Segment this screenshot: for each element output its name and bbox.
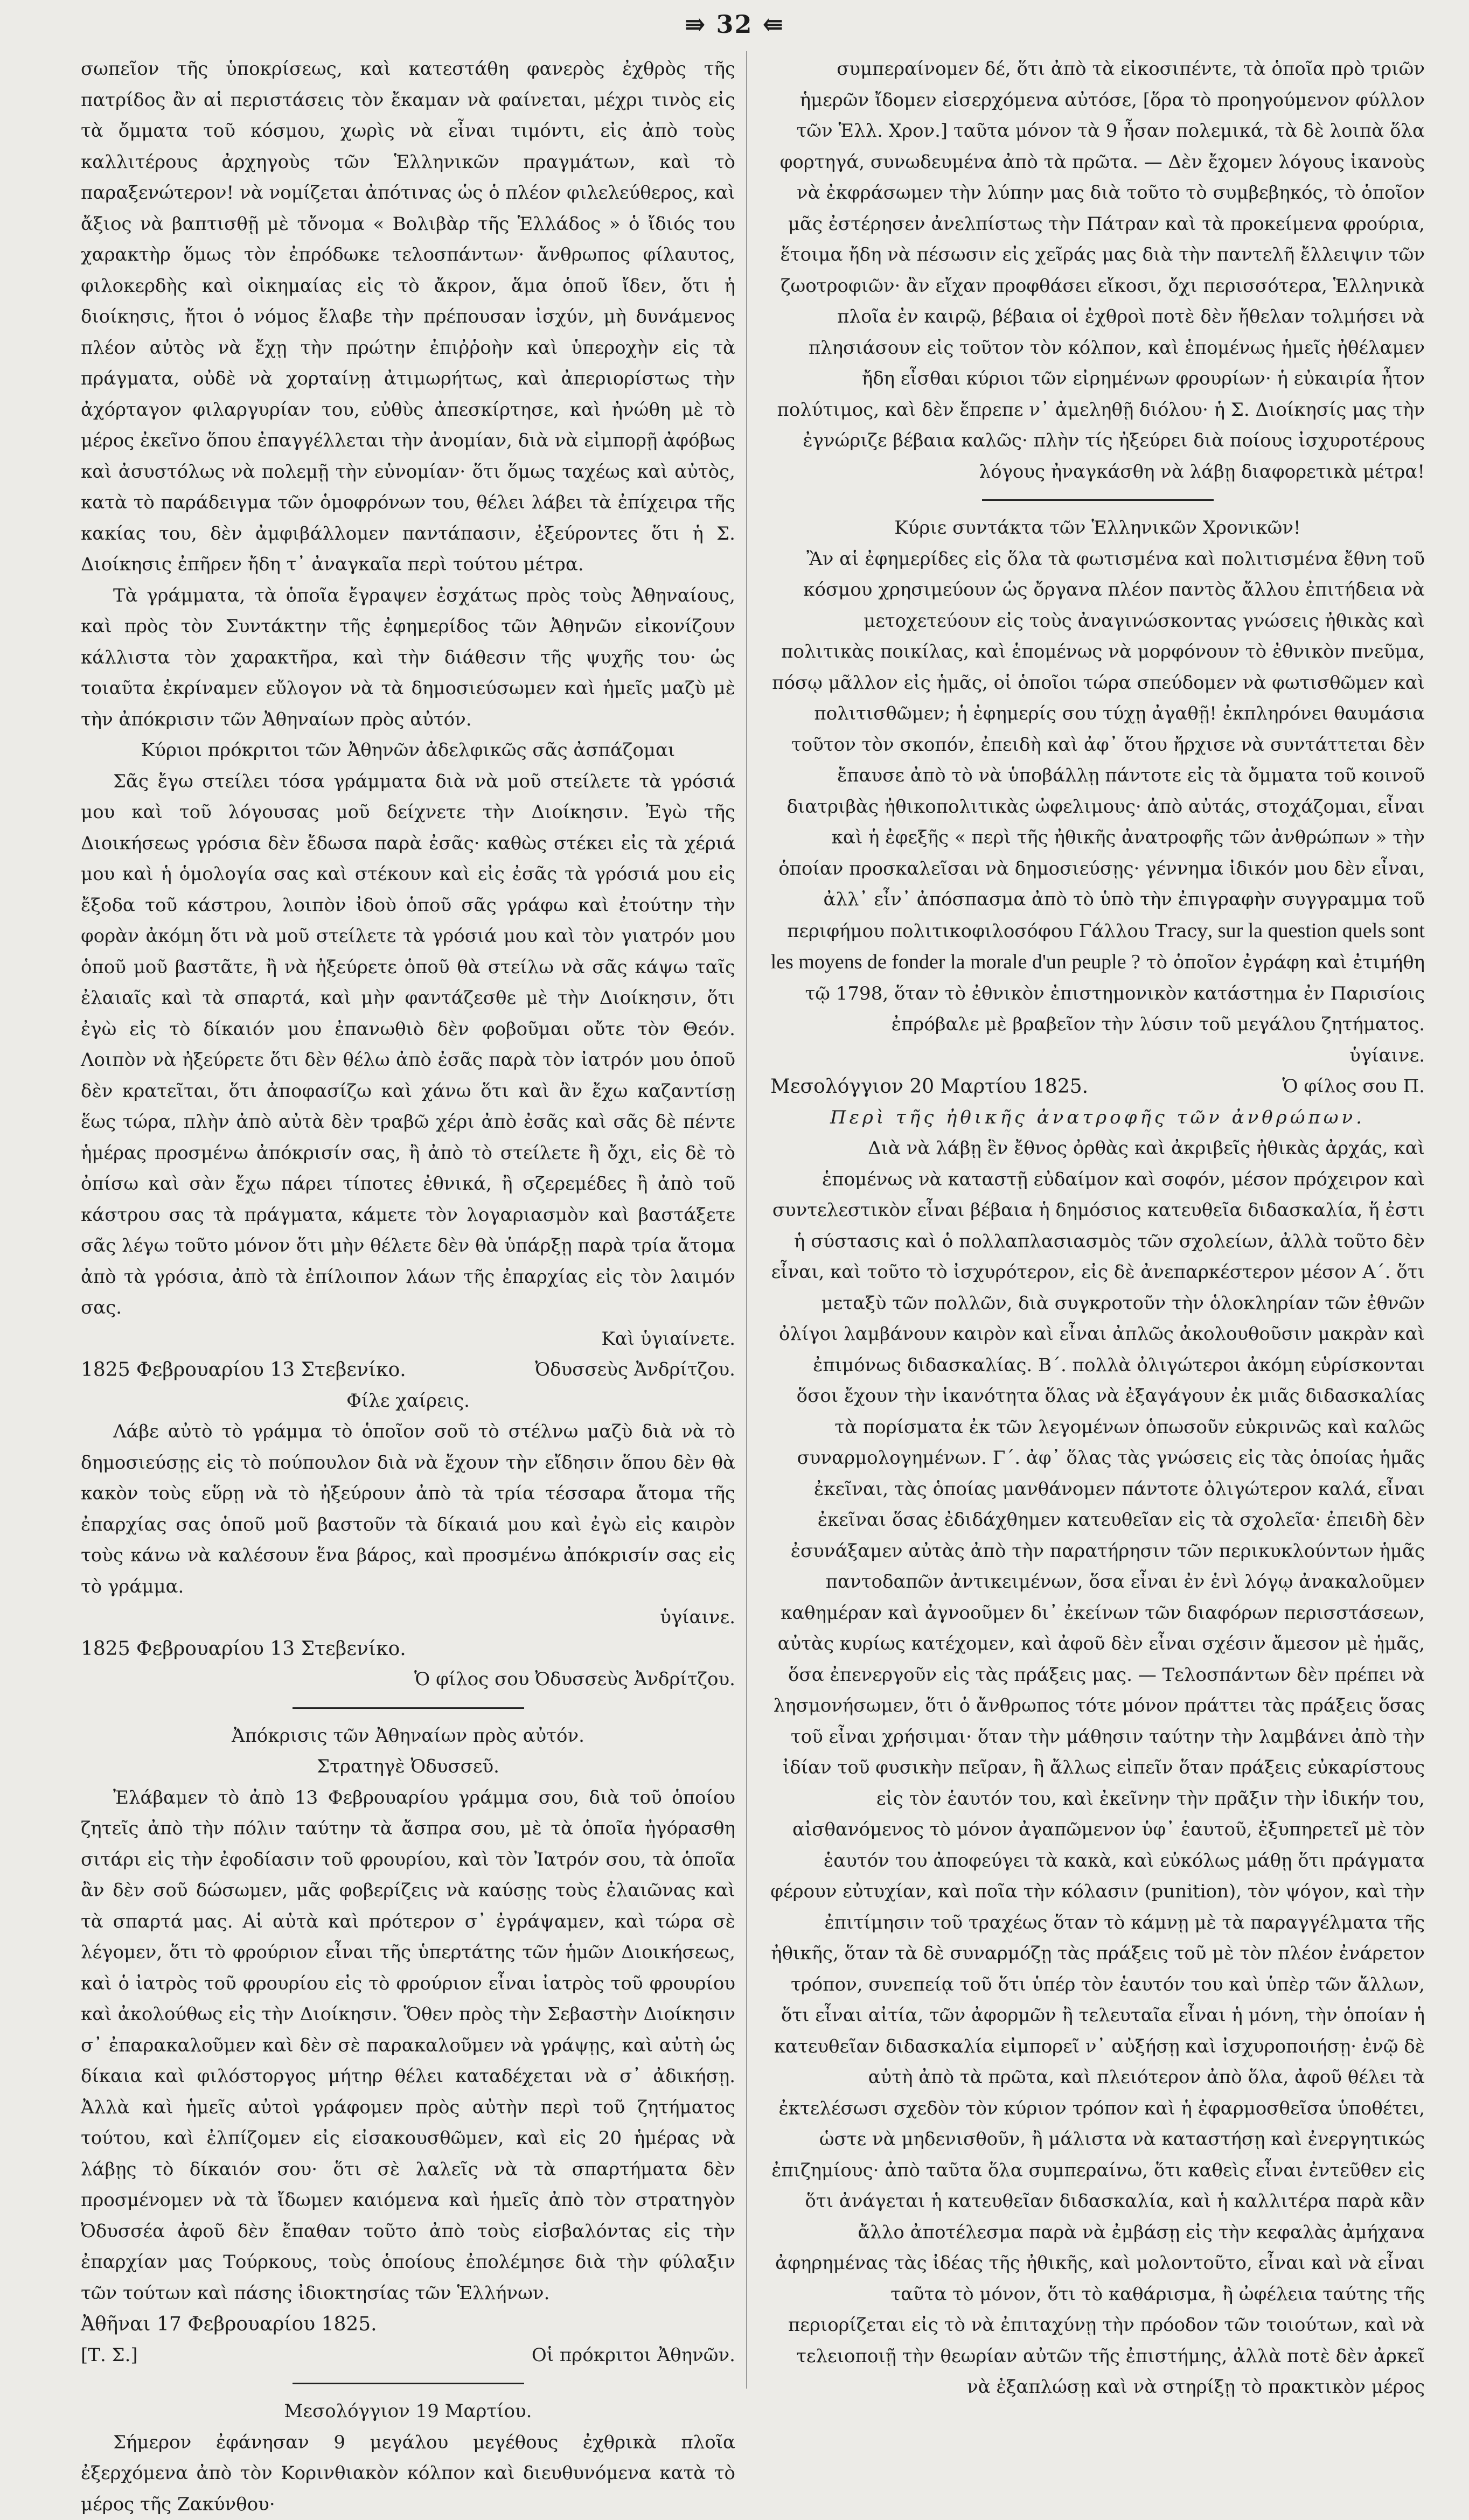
left-paragraph-1: σωπεῖον τῆς ὑποκρίσεως, καὶ κατεστάθη φανερὸς ἐχθρὸς τῆς πατρίδος ἂν αἱ περιστάσεις τὸν ἔκαμαν νὰ φαίνεται, μέχρι τινὸς εἰς τὰ ὄμματα τοῦ κόσμου, χωρὶς νὰ εἶναι τιμόντι, εἰς ἀπὸ τοὺς καλλιτέρους ἀρχηγοὺς τῶν Ἑλληνικῶν πραγμάτων, καὶ τὸ παραξενώτερον! νὰ νομίζεται ἀπότινας ὡς ὁ πλέον φιλελεύθερος, καὶ ἄξιος νὰ βαπτισθῇ μὲ τὄνομα « Βολιβὰρ τῆς Ἑλλάδος » ὁ ἴδιός του χαρακτὴρ ὅμως τὸν ἐπρόδωκε τελοσπάντων· ἄνθρωπος φίλαυτος, φιλοκερδὴς καὶ οἰκημαίας εἰς τὸ ἄκρον, ἅμα ὁποῦ ἴδεν, ὅτι ἡ διοίκησις, ἤτοι ὁ νόμος ἔλαβε τὴν πρέπουσαν ἰσχύν, μὴ δυνάμενος πλέον αὐτὸς νὰ ἔχῃ τὴν πρώτην ἐπιῤῥοὴν καὶ ὑπεροχὴν εἰς τὰ πράγματα, οὐδὲ νὰ χορταίνῃ ἀτιμωρήτως, καὶ ἀπεριορίστως τὴν ἀχόρταγον φιλαργυρίαν του, εὐθὺς ἀπεσκίρτησε, καὶ ἠνώθη μὲ τὸ μέρος ἐκεῖνο ὅπου ἐπαγγέλλεται τὴν ἀνομίαν, διὰ νὰ εἰμπορῇ ἀφόβως καὶ ἀσυστόλως νὰ πολεμῇ τὴν εὐνομίαν· ὅτι ὅμως ταχέως καὶ αὐτὸς, κατὰ τὸ παράδειγμα τῶν ὁμοφρόνων του, θέλει λάβει τὰ ἐπίχειρα τῆς κακίας του, δὲν ἀμφιβάλλομεν παντάπασιν, ἐξεύροντες ὅτι ἡ Σ. Διοίκησις ἐπῆρεν ἤδη τ᾽ ἀναγκαῖα περὶ τούτου μέτρα. [81, 54, 735, 581]
column-divider [746, 51, 747, 2389]
separator-rule [293, 2383, 524, 2384]
letter2-date: 1825 Φεβρουαρίου 13 Στεβενίκο. [81, 1634, 735, 1665]
letter1-signature: Ὀδυσσεὺς Ἀνδρίτζου. [535, 1355, 735, 1386]
right-column [770, 54, 1425, 2391]
letter-body [770, 544, 1425, 1041]
letter-date: Μεσολόγγιον 20 Μαρτίου 1825. [770, 1071, 1088, 1102]
letter1-date: 1825 Φεβρουαρίου 13 Στεβενίκο. [81, 1355, 406, 1386]
reply-seal: [Τ. Σ.] [81, 2340, 138, 2371]
page-number: ⇛ 32 ⇚ [0, 10, 1469, 39]
left-column [81, 54, 735, 2391]
letter-closing: ὑγίαινε. [770, 1041, 1425, 1072]
letter-signature-line [770, 1071, 1425, 1102]
article-title: Περὶ τῆς ἠθικῆς ἀνατροφῆς τῶν ἀνθρώπων. [770, 1102, 1425, 1134]
mesolonghi-title: Μεσολόγγιον 19 Μαρτίου. [81, 2396, 735, 2427]
letter1-closing: Καὶ ὑγιαίνετε. [81, 1324, 735, 1355]
letter2-closing: ὑγίαινε. [81, 1602, 735, 1634]
article-body: Διὰ νὰ λάβῃ ἓν ἔθνος ὀρθὰς καὶ ἀκριβεῖς ἠθικὰς ἀρχάς, καὶ ἑπομένως νὰ καταστῇ εὐδαίμον καὶ σοφόν, μέσον πρόχειρον καὶ συντελεστικὸν εἶναι βέβαια ἡ δημόσιος κατευθεῖα διδασκαλία, ἥ ἐστι ἡ σύστασις καὶ ὁ πολλαπλασιασμὸς τῶν σχολείων, ἀλλὰ τοῦτο δὲν εἶναι, καὶ τοῦτο τὸ ἰσχυρότερον, εἰς δὲ ἀνεπαρκέστερον μέσον Α΄. ὅτι μεταξὺ τῶν πολλῶν, διὰ συγκροτοῦν τὴν ὁλοκληρίαν τῶν ἐθνῶν ὀλίγοι λαμβάνουν καιρὸν καὶ εἶναι ἀπλῶς ἀκολουθοῦσιν μακρὰν καὶ ἐπιμόνως διδασκαλίας. Β΄. πολλὰ ὀλιγώτεροι ἀκόμη εὑρίσκονται ὅσοι ἔχουν τὴν ἱκανότητα ὅλας νὰ ἐξαγάγουν ἐκ μιᾶς διδασκαλίας τὰ πορίσματα ἐκ τῶν λεγομένων ὁπωσοῦν εὐκρινῶς καὶ καλῶς συναρμολογημένων. Γ΄. ἀφ᾽ ὅλας τὰς γνώσεις εἰς τὰς ὁποίας ἡμᾶς ἐκεῖναι, τὰς ὁποίας μανθάνομεν πάντοτε ὀλιγώτερον καλά, εἶναι ἐκεῖναι ὅσας ἐδιδάχθημεν κατευθεῖαν εἰς τὰ σχολεῖα· ἐπειδὴ δὲν ἐσυνάξαμεν αὐτὰς ἀπὸ τὴν παρατήρησιν τῶν περικυκλούντων ἡμᾶς παντοδαπῶν ἀντικειμένων, ὅσα εἶναι ἐν ἑνὶ λόγῳ ἀνακαλοῦμεν καθημέραν καὶ ἀγνοοῦμεν δι᾽ ἐκείνων τῶν διαφόρων περισστάσεων, αὐτὰς κυρίως κατέχομεν, καὶ ἀφοῦ δὲν εἶναι σχέσιν ἄμεσον μὲ ἡμᾶς, ὅσα ἐπενεργοῦν εἰς τὰς πράξεις μας. — Τελοσπάντων δὲν πρέπει νὰ λησμονήσωμεν, ὅτι ὁ ἄνθρωπος τότε μόνον πράττει τὰς πράξεις ὅσας τοῦ εἶναι χρήσιμαι· ὅταν τὴν μάθησιν ταύτην τὴν λαμβάνει ἀπὸ τὴν ἰδίαν τοῦ φυσικὴν πεῖραν, ἢ ἄλλως εἰπεῖν ὅταν πράξεις εὐκαρίστους εἰς τὸν ἑαυτόν του, καὶ ἐκεῖνην τὴν πρᾶξιν τὴν ἰδικήν του, αἰσθανόμενος τὸ μόνον ἀγαπῶμενον ὑφ᾽ ἑαυτοῦ, ἐξυπηρετεῖ μὲ τὸν ἑαυτόν του ἀποφεύγει τὰ κακὰ, καὶ εὐκόλως μάθῃ ὅτι πράγματα φέρουν εὐτυχίαν, καὶ ποῖα τὴν κόλασιν (punition), τὸν ψόγον, καὶ τὴν ἐπιτίμησιν τοῦ τραχέως ὅταν τὸ κάμνῃ μὲ τὰ παραγγέλματα τῆς ἠθικῆς, ὅταν τὰ δὲ συναρμόζῃ τὰς πράξεις τοῦ μὲ τὸν πλέον ἐνάρετον τρόπον, συνεπείᾳ τοῦ ὅτι ὑπέρ τὸν ἑαυτόν του καὶ ὑπὲρ τῶν ἄλλων, ὅτι εἶναι αἰτία, τῶν ἀφορμῶν ἢ τελευταῖα εἶναι ἡ μόνη, τὴν ὁποίαν ἡ κατευθεῖαν διδασκαλία εἰμπορεῖ ν᾽ αὐξήσῃ καὶ ἰσχυροποιήσῃ· ἐνῷ δὲ αὐτὴ ἀπὸ τὰ πρῶτα, καὶ πλειότερον ἀπὸ ὅλα, ἀφοῦ θέλει τὰ ἐκτελέσωσι σχεδὸν τὸν κύριον τρόπον καὶ ἡ ἐφαρμοσθεῖσα ὑποθέτει, ὡστε νὰ μηδενισθοῦν, ἢ μάλιστα νὰ καταστήσῃ καὶ ἐνεργητικώς ἐπιζημίους· ἀπὸ ταῦτα ὅλα συμπεραίνω, ὅτι καθεὶς εἶναι ἐντεῦθεν εἰς ὅτι ἀνάγεται ἡ κατευθεῖαν διδασκαλία, καὶ ἡ καλλιτέρα παρὰ κἂν ἄλλο ἀποτέλεσμα παρὰ νὰ ἐμβάσῃ εἰς τὴν κεφαλὰς ἀμήχανα ἀφηρημένας τὰς ἰδέας τῆς ἠθικῆς, καὶ μολοντοῦτο, εἶναι καὶ νὰ εἶναι ταῦτα τὸ μόνον, ὅτι τὸ καθάρισμα, ἢ ὠφέλεια ταύτης τῆς περιορίζεται εἰς τὸ νὰ ἐπιταχύνῃ τὴν πρόοδον τῶν τοιούτων, καὶ νὰ τελειοποιῇ τὴν θεωρίαν αὐτῶν τῆς ἐπιστήμης, ἀλλὰ ποτὲ δὲν ἀρκεῖ νὰ ἐξαπλώσῃ καὶ νὰ στηρίξῃ τὸ πρακτικὸν μέρος [770, 1133, 1425, 2403]
separator-rule [982, 499, 1214, 501]
reply-greeting: Στρατηγὲ Ὀδυσσεῦ. [81, 1751, 735, 1783]
mesolonghi-body: Σήμερον ἐφάνησαν 9 μεγάλου μεγέθους ἐχθρικὰ πλοῖα ἐξερχόμενα ἀπὸ τὸν Κορινθιακὸν κόλπον καὶ διευθυνόμενα κατὰ τὸ μέρος τῆς Ζακύνθου· [81, 2427, 735, 2520]
letter1-signature-line [81, 1355, 735, 1386]
reply-title: Ἀπόκρισις τῶν Ἀθηναίων πρὸς αὐτόν. [81, 1721, 735, 1752]
reply-signature-line [81, 2340, 735, 2371]
letter-signature: Ὁ φίλος σου Π. [1282, 1071, 1425, 1102]
separator-rule [293, 1707, 524, 1709]
letter1-greeting: Κύριοι πρόκριτοι τῶν Ἀθηνῶν ἀδελφικῶς σᾶς ἀσπάζομαι [81, 735, 735, 766]
letter-body-part-a: Ἂν αἱ ἐφημερίδες εἰς ὅλα τὰ φωτισμένα καὶ πολιτισμένα ἔθνη τοῦ κόσμου χρησιμεύουν ὡς ὄργανα πλέον παντὸς ἄλλου ἐπιτήδεια νὰ μετοχετεύουν εἰς τοὺς ἀναγινώσκοντας γνώσεις ἠθικὰς καὶ πολιτικὰς ποικίλας, καὶ ἑπομένως νὰ μορφόνουν τὸ ἐθνικὸν πνεῦμα, πόσῳ μᾶλλον εἰς ἡμᾶς, οἱ ὁποῖοι τώρα σπεύδομεν νὰ φωτισθῶμεν καὶ πολιτισθῶμεν; ἡ ἐφημερίς σου τύχῃ ἀγαθῇ! ἐκπληρόνει θαυμάσια τοῦτον τὸν σκοπόν, ἐπειδὴ καὶ ἀφ᾽ ὅτου ἤρχισε νὰ συντάττεται δὲν ἔπαυσε ἀπὸ τὸ νὰ ὑποβάλλῃ πάντοτε εἰς τὰ ὄμματα τοῦ κοινοῦ διατριβὰς ἠθικοπολιτικὰς ὠφελιμους· ἀπὸ αὐτάς, στοχάζομαι, εἶναι καὶ ἡ ἐφεξῆς « περὶ τῆς ἠθικῆς ἀνατροφῆς τῶν ἀνθρώπων » τὴν ὁποίαν προσκαλεῖσαι νὰ δημοσιεύσῃς· γέννημα ἰδικόν μου δὲν εἶναι, ἀλλ᾽ εἶν᾽ ἀπόσπασμα ἀπὸ τὸ ὑπὸ τὴν ἐπιγραφὴν συγγραμμα τοῦ περιφήμου πολιτικοφιλοσόφου Γάλλου [772, 548, 1425, 942]
letter2-signature: Ὁ φίλος σου Ὀδυσσεὺς Ἀνδρίτζου. [81, 1664, 735, 1695]
letter2-body: Λάβε αὐτὸ τὸ γράμμα τὸ ὁποῖον σοῦ τὸ στέλνω μαζὺ διὰ νὰ τὸ δημοσιεύσῃς εἰς τὸ πούπουλον διὰ νὰ ἔχουν τὴν εἴδησιν ὅπου δὲν θὰ κακὸν τοὺς εὕρῃ νὰ τὸ ἠξεύρουν ἀπὸ τὰ τρία τέσσαρα ἄτομα τῆς ἐπαρχίας σας ὁποῦ μοῦ βαστοῦν τὰ δίκαιά μου καὶ ἐγὼ εἰς καιρὸν τοὺς κάνω νὰ καλέσουν ἕνα βάρος, καὶ προσμένω ἀπόκρισίν σας εἰς τὸ γράμμα. [81, 1416, 735, 1602]
letter1-body: Σᾶς ἔγω στείλει τόσα γράμματα διὰ νὰ μοῦ στείλετε τὰ γρόσιά μου καὶ τοῦ λόγουσας μοῦ δείχνετε τὴν Διοίκησιν. Ἐγὼ τῆς Διοικήσεως γρόσια δὲν ἔδωσα παρὰ ἐσᾶς· καθὼς στέκει εἰς τὰ χέριά μου καὶ ἡ ὁμολογία σας καὶ στέκουν καὶ εἰς ἐσᾶς τὰ γρόσιά μου εἰς ἔξοδα τοῦ κάστρου, λοιπὸν ἰδοὺ ὁποῦ σᾶς γράφω καὶ ἐτούτην τὴν φορὰν ἀκόμη ὅτι νὰ μοῦ στείλετε τὰ γρόσιά μου καὶ τὸν γιατρόν μου ὁποῦ μοῦ βαστᾶτε, ἢ νὰ ἠξεύρετε ὁποῦ θὰ στείλω νὰ σᾶς κάψω ταῖς ἐλαιαῖς καὶ τὰ σπαρτά, καὶ μὴν φαντάζεσθε μὲ τὴν Διοίκησιν, ὅτι ἐγὼ εἰς τὸ δίκαιόν μου ἐπανωθιὸ δὲν φοβοῦμαι οὔτε τὸν Θεόν. Λοιπὸν νὰ ἠξεύρετε ὅτι δὲν θέλω ἀπὸ ἐσᾶς παρὰ τὸν ἰατρόν μου ὁποῦ δὲν κρατεῖται, ὅτι ἀποφασίζω καὶ χάνω ὅτι καὶ ἂν ἔχω καζαντίσῃ ἕως τώρα, πλὴν ἀπὸ αὐτὰ δὲν τραβῶ χέρι ἀπὸ ἐσᾶς καὶ σᾶς δὲ πέντε ἡμέρας προσμένω ἀπόκρισίν σας, ἢ ἀπὸ τὸ στείλετε ἢ ὄχι, εἰς δὲ τὸ ὀπίσω καὶ σὰν ἔχω πάρει τίποτες ἐθνικά, ἢ σζερεμέδες ἢ ἀπὸ τοῦ κάστρου σας τὰ πράγματα, κάμετε τὸν λογαριασμὸν καὶ βαστάξετε σᾶς λέγω τοῦτο μόνον ὅτι μὴν θέλετε δὲν θὰ ὑπάρξῃ παρὰ τρία ἄτομα ἀπὸ τὰ γρόσια, ἀπὸ τὰ ἐπίλοιπον λάων τῆς ἐπαρχίας εἰς τὸν λαιμόν σας. [81, 766, 735, 1324]
page-number-text: 32 [716, 10, 753, 39]
reply-body: Ἐλάβαμεν τὸ ἀπὸ 13 Φεβρουαρίου γράμμα σου, διὰ τοῦ ὁποίου ζητεῖς ἀπὸ τὴν πόλιν ταύτην τὰ ἄσπρα σου, μὲ τὰ ὁποῖα ἠγόρασθη σιτάρι εἰς τὴν ἐφοδίασιν τοῦ φρουρίου, καὶ τὸν Ἰατρόν σου, τὰ ὁποῖα ἂν δὲν σοῦ δώσωμεν, μᾶς φοβερίζεις νὰ καύσῃς τοὺς ἐλαιῶνας καὶ τὰ σπαρτά μας. Αἱ αὐτὰ καὶ πρότερον σ᾽ ἐγράψαμεν, καὶ τώρα σὲ λέγομεν, ὅτι τὸ φρούριον εἶναι τῆς ὑπερτάτης τῶν ἡμῶν Διοικήσεως, καὶ ὁ ἰατρὸς τοῦ φρουρίου εἰς τὸ φρούριον εἶναι ἰατρὸς τοῦ φρουρίου καὶ ἀκολούθως εἰς τὴν Διοίκησιν. Ὅθεν πρὸς τὴν Σεβαστὴν Διοίκησιν σ᾽ ἐπαρακαλοῦμεν καὶ δὲν σὲ παρακαλοῦμεν νὰ γράψῃς, καὶ αὐτὴ ὡς δίκαια καὶ φιλόστοργος μήτηρ θέλει καταδέχεται νὰ σ᾽ ἀδικήσῃ. Ἀλλὰ καὶ ἡμεῖς αὐτοὶ γράφομεν πρὸς αὐτὴν περὶ τοῦ ζητήματος τούτου, καὶ ἐλπίζομεν εἰς εἰσακουσθῶμεν, καὶ εἰς 20 ἡμέρας νὰ λάβῃς τὸ δίκαιόν σου· ὅτι σὲ λαλεῖς νὰ τὰ σπαρτήματα δὲν προσμένομεν νὰ τὰ ἴδωμεν καιόμενα καὶ ἡμεῖς ἀπὸ τὸν στρατηγὸν Ὀδυσσέα ἀφοῦ δὲν ἔπαθαν τοῦτο ἀπὸ τοὺς εἰσβαλόντας εἰς τὴν ἐπαρχίαν μας Τούρκους, τοὺς ὁποίους ἐπολέμησε διὰ τὴν φύλαξιν τῶν τούτων καὶ πάσης ἰδιοκτησίας τῶν Ἑλλήνων. [81, 1783, 735, 2309]
left-paragraph-2: Τὰ γράμματα, τὰ ὁποῖα ἔγραψεν ἐσχάτως πρὸς τοὺς Ἀθηναίους, καὶ πρὸς τὸν Συντάκτην τῆς ἐφημερίδος τῶν Ἀθηνῶν εἰκονίζουν κάλλιστα τὸν χαρακτῆρα, καὶ τὴν διάθεσιν τῆς ψυχῆς του· ὡς τοιαῦτα ἐκρίναμεν εὔλογον νὰ τὰ δημοσιεύσωμεν καὶ ἡμεῖς μαζὺ μὲ τὴν ἀπόκρισιν τῶν Ἀθηναίων πρὸς αὐτόν. [81, 581, 735, 736]
author-name: Tracy [1155, 920, 1207, 942]
reply-signature: Οἱ πρόκριτοι Ἀθηνῶν. [532, 2340, 735, 2371]
letter-body-part-b: τὸ ὁποῖον ἐγράφη καὶ ἐτιμήθη τῷ 1798, ὅταν τὸ ἐθνικὸν ἐπιστημονικὸν κατάστημα ἐν Παρισίοις ἐπρόβαλε μὲ βραβεῖον τὴν λύσιν τοῦ μεγάλου ζητήματος. [805, 952, 1425, 1035]
french-quote: , sur la question quels sont les moyens de fonder la morale d'un peuple ? [771, 919, 1425, 974]
reply-date: Ἀθῆναι 17 Φεβρουαρίου 1825. [81, 2309, 735, 2340]
letter-greeting: Κύριε συντάκτα τῶν Ἑλληνικῶν Χρονικῶν! [770, 513, 1425, 544]
right-paragraph-1: συμπεραίνομεν δέ, ὅτι ἀπὸ τὰ εἰκοσιπέντε, τὰ ὁποῖα πρὸ τριῶν ἡμερῶν ἴδομεν εἰσερχόμενα αὐτόσε, [ὅρα τὸ προηγούμενον φύλλον τῶν Ἑλλ. Χρον.] ταῦτα μόνον τὰ 9 ἦσαν πολεμικά, τὰ δὲ λοιπὰ ὅλα φορτηγά, συνωδευμένα ἀπὸ τὰ πρῶτα. — Δὲν ἔχομεν λόγους ἱκανοὺς νὰ ἐκφράσωμεν τὴν λύπην μας διὰ τοῦτο τὸ συμβεβηκός, τὸ ὁποῖον μᾶς ἐστέρησεν ἀνελπίστως τὴν Πάτραν καὶ τὰ προκείμενα φρούρια, ἕτοιμα ἤδη νὰ πέσωσιν εἰς χεῖράς μας διὰ τὴν παντελῆ ἔλλειψιν τῶν ζωοτροφιῶν· ἂν εἴχαν προφθάσει εἴκοσι, ὄχι περισσότερα, Ἑλληνικὰ πλοῖα ἐν καιρῷ, βέβαια οἱ ἐχθροὶ ποτὲ δὲν ἤθελαν τολμήσει νὰ πλησιάσουν εἰς τοῦτον τὸν κόλπον, καὶ ἑπομένως ἡμεῖς ἠθέλαμεν ἤδη εἶσθαι κύριοι τῶν εἰρημένων φρουρίων· ἡ εὐκαιρία ἦτον πολύτιμος, καὶ δὲν ἔπρεπε ν᾽ ἀμεληθῇ διόλου· ἡ Σ. Διοίκησίς μας τὴν ἐγνώριζε βέβαια καλῶς· πλὴν τίς ἠξεύρει διὰ ποίους ἰσχυροτέρους λόγους ἠναγκάσθη νὰ λάβῃ διαφορετικὰ μέτρα! [770, 54, 1425, 487]
letter2-greeting: Φίλε χαίρεις. [81, 1386, 735, 1417]
